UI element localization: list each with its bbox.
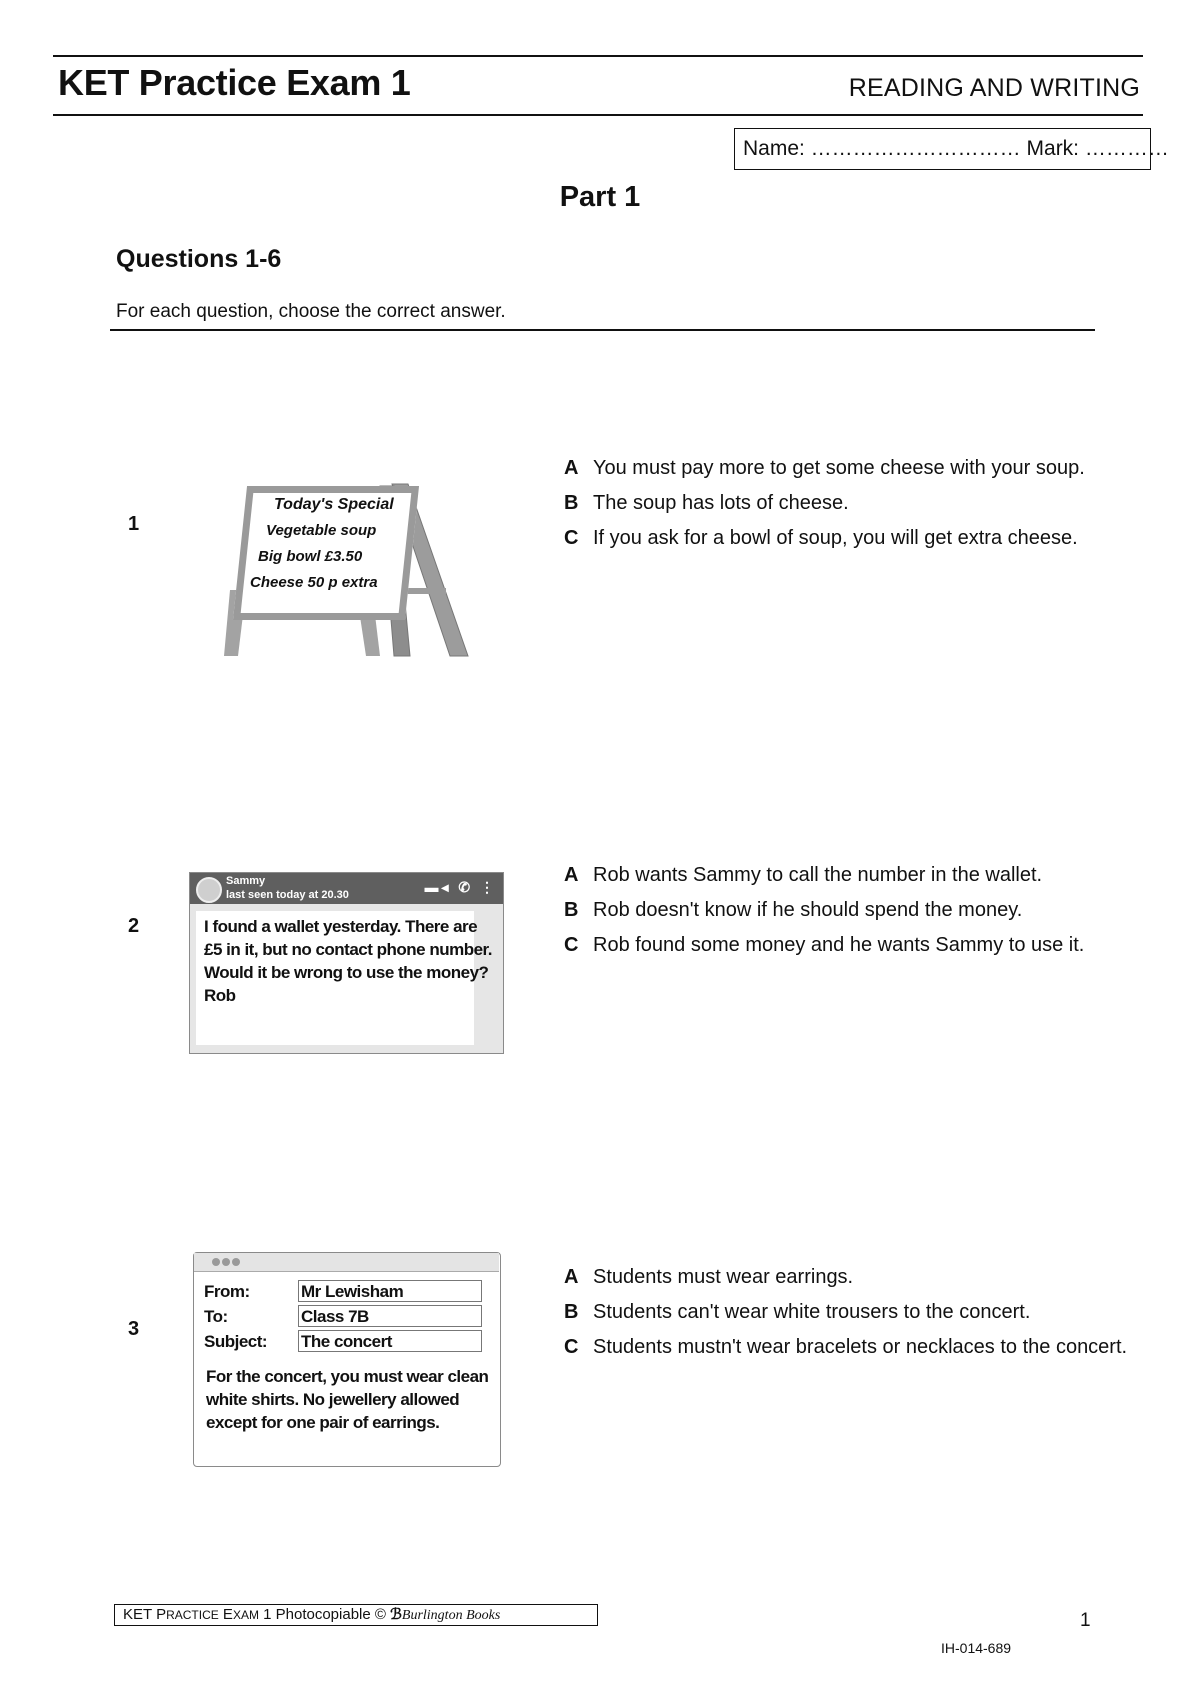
- footer-exam-5: 1 Photocopiable ©: [258, 1606, 386, 1623]
- option-letter: C: [564, 1336, 579, 1358]
- section-label: READING AND WRITING: [848, 74, 1140, 102]
- footer-exam-4: XAM: [232, 1608, 259, 1622]
- option-q1-a[interactable]: [564, 453, 1134, 483]
- chat-header: [190, 873, 503, 904]
- option-q2-c[interactable]: [564, 930, 1134, 960]
- option-letter: B: [564, 899, 579, 921]
- question-number-3: 3: [128, 1318, 140, 1340]
- window-dot-icon: [232, 1258, 240, 1266]
- chat-message: I found a wallet yesterday. There are £5 in it, but no contact phone number. Would it be wrong to use the money?: [204, 917, 492, 982]
- sign-text: [250, 492, 410, 596]
- options-q3: [564, 1262, 1134, 1367]
- chat-signature: Rob: [204, 986, 236, 1005]
- option-letter: B: [564, 1301, 579, 1323]
- exam-title: KET Practice Exam 1: [58, 62, 411, 103]
- email-subject-value: The concert: [298, 1330, 482, 1352]
- chat-text: [204, 915, 494, 1007]
- option-text: Students must wear earrings.: [593, 1266, 854, 1288]
- publisher-name: Burlington Books: [401, 1608, 501, 1623]
- header-bottom-rule: [53, 114, 1143, 116]
- question-number-1: 1: [128, 513, 140, 535]
- question-number-2: 2: [128, 915, 140, 937]
- name-mark-box[interactable]: Name: ………………………… Mark: …………: [734, 128, 1151, 170]
- option-text: Students mustn't wear bracelets or necklaces to the concert.: [593, 1336, 1128, 1358]
- option-text: The soup has lots of cheese.: [593, 492, 849, 514]
- email-image: [193, 1252, 501, 1467]
- email-subject-label: Subject:: [204, 1332, 268, 1351]
- chat-contact-name: Sammy: [226, 875, 266, 887]
- email-body: For the concert, you must wear clean white shirts. No jewellery allowed except for one pair of earrings.: [206, 1367, 489, 1432]
- sign-line-extra: Cheese 50 p extra: [250, 574, 378, 591]
- publisher-logo-icon: ℬ: [390, 1607, 402, 1623]
- options-q1: [564, 453, 1134, 558]
- option-letter: B: [564, 492, 579, 514]
- options-q2: [564, 860, 1134, 965]
- chat-message-image: [189, 872, 504, 1054]
- chat-last-seen: last seen today at 20.30: [226, 889, 349, 901]
- instruction-text: For each question, choose the correct answer.: [116, 301, 506, 322]
- option-q1-c[interactable]: [564, 523, 1134, 553]
- option-q3-a[interactable]: [564, 1262, 1134, 1292]
- email-from-label: From:: [204, 1282, 250, 1301]
- questions-heading: Questions 1-6: [116, 245, 282, 273]
- footer-exam-2: RACTICE: [166, 1608, 219, 1622]
- page-number: 1: [1080, 1610, 1091, 1631]
- sign-line-item: Vegetable soup: [266, 522, 377, 539]
- option-text: Rob doesn't know if he should spend the money.: [593, 899, 1023, 921]
- option-letter: C: [564, 934, 579, 956]
- email-to-label: To:: [204, 1307, 228, 1326]
- part-title: Part 1: [559, 181, 641, 213]
- option-text: Students can't wear white trousers to the concert.: [593, 1301, 1031, 1323]
- email-from-value: Mr Lewisham: [298, 1280, 482, 1302]
- option-text: If you ask for a bowl of soup, you will get extra cheese.: [593, 527, 1078, 549]
- sign-line-price: Big bowl £3.50: [258, 548, 363, 565]
- sign-line-title: Today's Special: [274, 496, 394, 513]
- option-text: Rob found some money and he wants Sammy to use it.: [593, 934, 1085, 956]
- email-title-bar: [194, 1253, 499, 1272]
- header-top-rule: [53, 55, 1143, 57]
- option-text: Rob wants Sammy to call the number in the wallet.: [593, 864, 1043, 886]
- option-letter: A: [564, 864, 579, 886]
- option-letter: A: [564, 1266, 579, 1288]
- option-q1-b[interactable]: [564, 488, 1134, 518]
- option-q3-c[interactable]: [564, 1332, 1134, 1362]
- option-text: You must pay more to get some cheese with your soup.: [593, 457, 1085, 479]
- window-dot-icon: [222, 1258, 230, 1266]
- option-q2-b[interactable]: [564, 895, 1134, 925]
- document-code: IH-014-689: [941, 1640, 1012, 1656]
- window-dot-icon: [212, 1258, 220, 1266]
- instruction-rule: [110, 329, 1095, 331]
- sign-image: [220, 480, 470, 660]
- footer-exam-1: KET P: [123, 1606, 167, 1623]
- option-letter: A: [564, 457, 579, 479]
- avatar: [196, 877, 222, 903]
- option-q3-b[interactable]: [564, 1297, 1134, 1327]
- footer-exam-3: E: [218, 1606, 233, 1623]
- email-to-value: Class 7B: [298, 1305, 482, 1327]
- option-q2-a[interactable]: [564, 860, 1134, 890]
- footer-copyright: [114, 1604, 598, 1626]
- video-call-icon: ▬◂ ✆ ⋮: [424, 879, 497, 895]
- option-letter: C: [564, 527, 579, 549]
